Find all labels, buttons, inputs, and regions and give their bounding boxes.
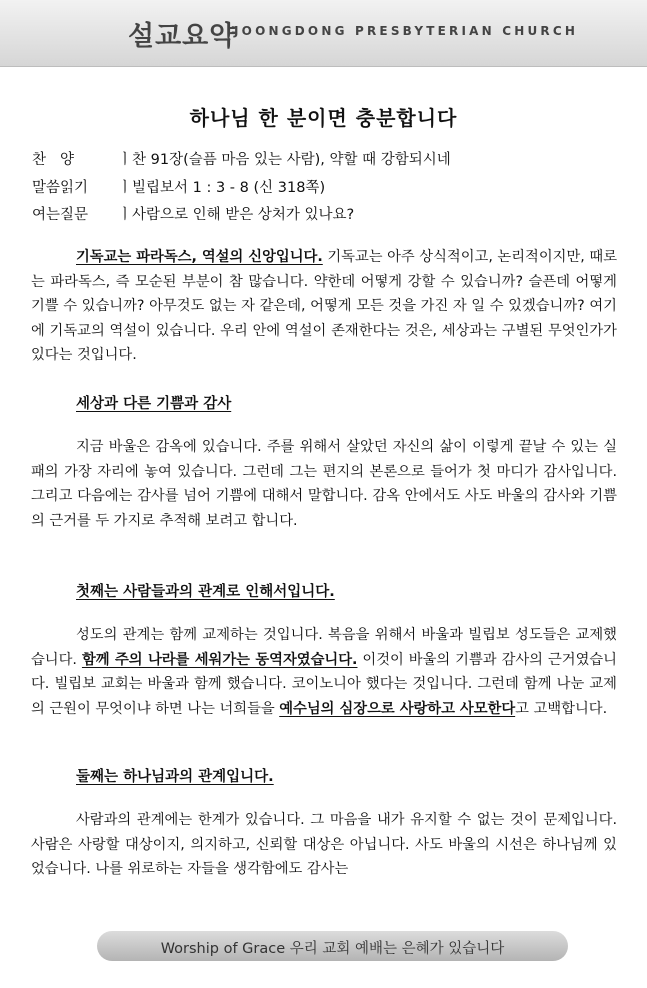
people-paragraph [31, 623, 617, 721]
section-heading-god: 둘째는 하나님과의 관계입니다. [76, 769, 274, 785]
hymn-row [32, 148, 451, 169]
intro-paragraph [31, 245, 617, 368]
reading-value: ㅣ빌립보서 1 : 3 - 8 (신 318쪽) [118, 180, 326, 196]
joy-paragraph: 지금 바울은 감옥에 있습니다. 주를 위해서 살았던 자신의 삶이 이렇게 끝날 수 있는 실패의 가장 자리에 놓여 있습니다. 그런데 그는 편지의 본론으로 들어가 첫 마디가 감사입니다. 그리고 다음에는 감사를 넘어 기쁨에 대해서 말합니다. 감옥 안에서도 사도 바울의 감사와 기쁨의 근거를 두 가지로 추적해 보려고 합니다. [31, 439, 617, 529]
intro-lead: 기독교는 파라독스, 역설의 신앙입니다. [76, 249, 323, 265]
reading-row [32, 176, 325, 197]
people-text-a: 성도의 관계는 함께 교제하는 것입니다. 복음을 위해서 바울과 빌립보 성도들은 교제했습니다. [31, 627, 617, 668]
question-row [32, 203, 354, 224]
reading-label: 말씀읽기 [32, 180, 89, 196]
hymn-value: ㅣ찬 91장(슬픔 마음 있는 사람), 약할 때 강함되시네 [118, 152, 451, 168]
header-title: 설교요약 [128, 21, 237, 52]
god-paragraph: 사람과의 관계에는 한계가 있습니다. 그 마음을 내가 유지할 수 없는 것이 문제입니다. 사람은 사랑할 대상이지, 의지하고, 신뢰할 대상은 아닙니다. 사도 바울의 시선은 하나님께 있었습니다. 나를 위로하는 자들을 생각함에도 감사는 [31, 812, 617, 877]
section-heading-joy: 세상과 다른 기쁨과 감사 [76, 396, 232, 412]
question-value: ㅣ사람으로 인해 받은 상처가 있나요? [118, 207, 355, 223]
question-label: 여는질문 [32, 207, 89, 223]
people-underline-b: 예수님의 심장으로 사랑하고 사모한다 [279, 700, 516, 717]
footer-text: Worship of Grace 우리 교회 예배는 은혜가 있습니다 [160, 941, 505, 957]
people-text-b: 이것이 바울의 기쁨과 감사의 근거였습니다. 빌립보 교회는 바울과 함께 했습니다. 코이노니아 했다는 것입니다. 그런데 함께 나눈 교제의 근원이 무엇이냐 하면 나는 너희들을 [31, 651, 617, 717]
people-underline-a: 함께 주의 나라를 세워가는 동역자였습니다. [81, 651, 358, 668]
people-text-c: 고 고백합니다. [515, 700, 608, 717]
section-heading-people: 첫째는 사람들과의 관계로 인해서입니다. [76, 584, 335, 600]
church-name: JOONGDONG PRESBYTERIAN CHURCH [234, 24, 579, 38]
hymn-label: 찬양 [32, 152, 89, 168]
intro-text: 기독교는 아주 상식적이고, 논리적이지만, 때로는 파라독스, 즉 모순된 부분이 참 많습니다. 약한데 어떻게 강할 수 있습니까? 슬픈데 어떻게 기쁠 수 있습니까? 아무것도 없는 자 같은데, 어떻게 모든 것을 가진 자 일 수 있겠습니까? 여기에 기독교의 역설이 있습니다. 우리 안에 역설이 존재한다는 것은, 세상과는 구별된 무엇인가가 있다는 것입니다. [31, 249, 618, 363]
footer-banner [97, 931, 568, 961]
sermon-title: 하나님 한 분이면 충분합니다 [189, 106, 458, 130]
page-header [0, 0, 647, 67]
